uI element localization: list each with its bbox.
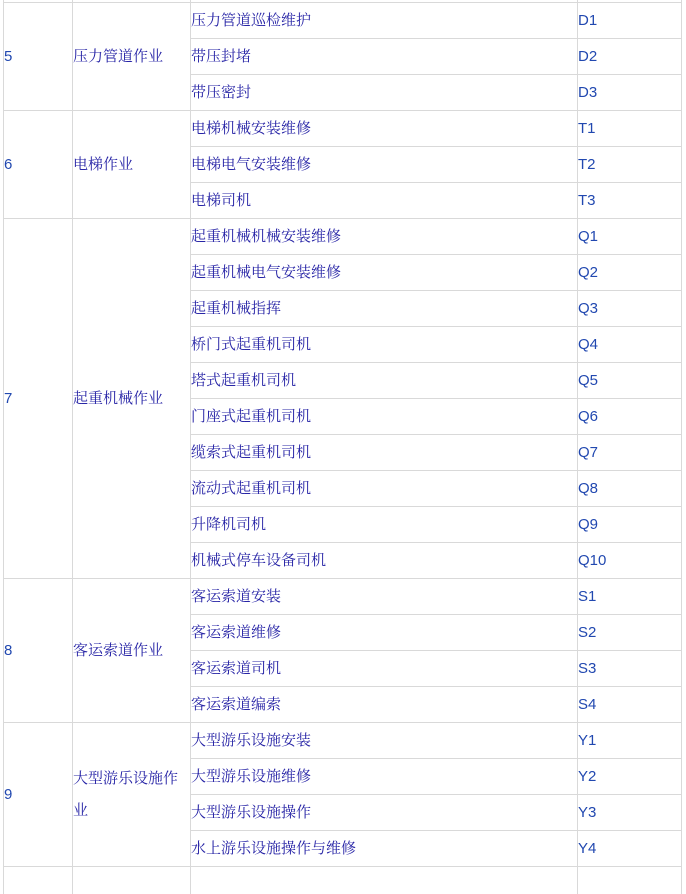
- item-name-cell: 客运索道安装: [191, 579, 578, 615]
- item-code-cell: Q8: [578, 471, 682, 507]
- item-name-cell: 起重机械机械安装维修: [191, 219, 578, 255]
- group-category-cell: 客运索道作业: [73, 579, 191, 723]
- item-code-cell: Q2: [578, 255, 682, 291]
- empty-cell: [578, 867, 682, 894]
- item-name-cell: 压力管道巡检维护: [191, 3, 578, 39]
- item-name-cell: 大型游乐设施维修: [191, 759, 578, 795]
- item-code-cell: D1: [578, 3, 682, 39]
- item-code-cell: Y2: [578, 759, 682, 795]
- item-name-cell: 带压封堵: [191, 39, 578, 75]
- item-name-cell: 流动式起重机司机: [191, 471, 578, 507]
- item-code-cell: Y3: [578, 795, 682, 831]
- item-name-cell: 起重机械电气安装维修: [191, 255, 578, 291]
- item-code-cell: Q6: [578, 399, 682, 435]
- item-code-cell: Y4: [578, 831, 682, 867]
- group-number-cell: 8: [4, 579, 73, 723]
- table-row: [4, 579, 682, 615]
- item-code-cell: D3: [578, 75, 682, 111]
- group-number-cell: 5: [4, 3, 73, 111]
- item-code-cell: T2: [578, 147, 682, 183]
- item-code-cell: T1: [578, 111, 682, 147]
- item-name-cell: 缆索式起重机司机: [191, 435, 578, 471]
- group-number-cell: 9: [4, 723, 73, 867]
- item-name-cell: 客运索道维修: [191, 615, 578, 651]
- item-name-cell: 升降机司机: [191, 507, 578, 543]
- item-name-cell: 机械式停车设备司机: [191, 543, 578, 579]
- item-code-cell: T3: [578, 183, 682, 219]
- item-name-cell: 电梯电气安装维修: [191, 147, 578, 183]
- item-name-cell: 门座式起重机司机: [191, 399, 578, 435]
- item-code-cell: Y1: [578, 723, 682, 759]
- item-code-cell: Q5: [578, 363, 682, 399]
- item-name-cell: 大型游乐设施操作: [191, 795, 578, 831]
- table-row: [4, 3, 682, 39]
- item-code-cell: Q4: [578, 327, 682, 363]
- item-name-cell: 水上游乐设施操作与维修: [191, 831, 578, 867]
- group-category-cell: 大型游乐设施作业: [73, 723, 191, 867]
- item-code-cell: Q10: [578, 543, 682, 579]
- item-name-cell: 塔式起重机司机: [191, 363, 578, 399]
- item-code-cell: S2: [578, 615, 682, 651]
- table-row: [4, 111, 682, 147]
- special-equipment-operations-table: [3, 0, 682, 894]
- group-category-cell: 压力管道作业: [73, 3, 191, 111]
- item-name-cell: 电梯司机: [191, 183, 578, 219]
- item-name-cell: 桥门式起重机司机: [191, 327, 578, 363]
- item-code-cell: Q9: [578, 507, 682, 543]
- item-name-cell: 带压密封: [191, 75, 578, 111]
- group-category-cell: 电梯作业: [73, 111, 191, 219]
- table-row: [4, 219, 682, 255]
- item-code-cell: S1: [578, 579, 682, 615]
- empty-cell: [73, 867, 191, 894]
- item-code-cell: D2: [578, 39, 682, 75]
- item-code-cell: Q7: [578, 435, 682, 471]
- item-code-cell: Q3: [578, 291, 682, 327]
- partial-bottom-row: [4, 867, 682, 894]
- item-name-cell: 客运索道编索: [191, 687, 578, 723]
- item-code-cell: Q1: [578, 219, 682, 255]
- empty-cell: [191, 867, 578, 894]
- empty-cell: [4, 867, 73, 894]
- item-name-cell: 大型游乐设施安装: [191, 723, 578, 759]
- item-name-cell: 客运索道司机: [191, 651, 578, 687]
- item-code-cell: S3: [578, 651, 682, 687]
- item-name-cell: 电梯机械安装维修: [191, 111, 578, 147]
- item-name-cell: 起重机械指挥: [191, 291, 578, 327]
- item-code-cell: S4: [578, 687, 682, 723]
- group-number-cell: 6: [4, 111, 73, 219]
- group-number-cell: 7: [4, 219, 73, 579]
- group-category-cell: 起重机械作业: [73, 219, 191, 579]
- table-row: [4, 723, 682, 759]
